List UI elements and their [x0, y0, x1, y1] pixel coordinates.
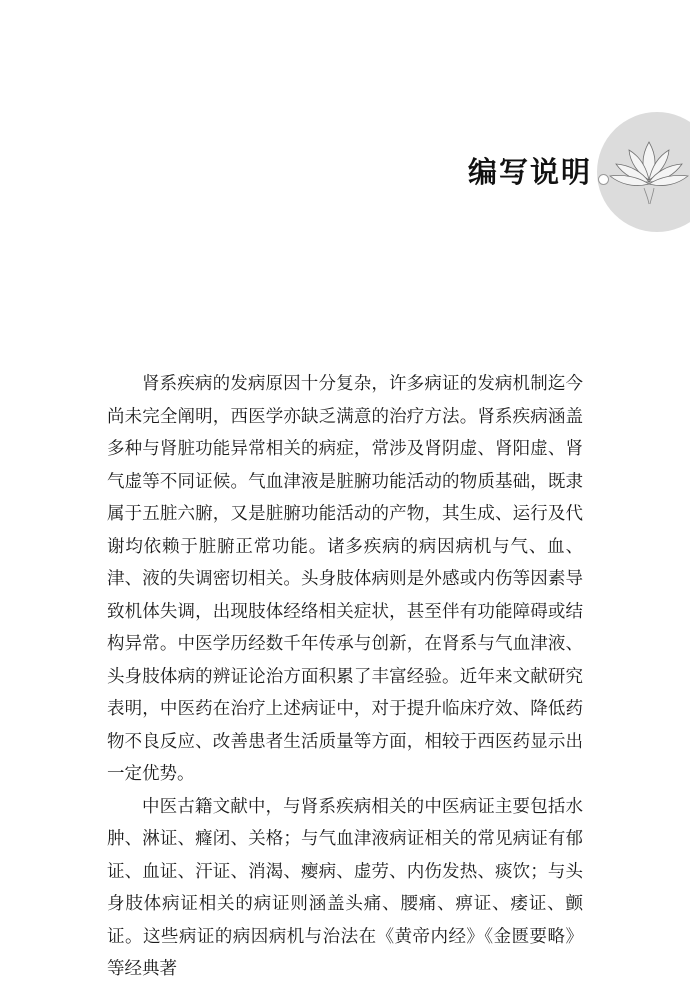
page-title: 编写说明: [468, 155, 593, 189]
paragraph-2: 中医古籍文献中，与肾系疾病相关的中医病证主要包括水肿、淋证、癃闭、关格；与气血津液病证相关的常见病证有郁证、血证、汗证、消渴、瘿病、虚劳、内伤发热、痰饮；与头身肢体病证相关的病证则涵盖头痛、腰痛、痹证、痿证、颤证。这些病证的病因病机与治法在《黄帝内经》《金匮要略》等经典著: [107, 796, 583, 979]
paragraph-1: 肾系疾病的发病原因十分复杂，许多病证的发病机制迄今尚未完全阐明，西医学亦缺乏满意的治疗方法。肾系疾病涵盖多种与肾脏功能异常相关的病症，常涉及肾阴虚、肾阳虚、肾气虚等不同证候。气血津液是脏腑功能活动的物质基础，既隶属于五脏六腑，又是脏腑功能活动的产物，其生成、运行及代谢均依赖于脏腑正常功能。诸多疾病的病因病机与气、血、津、液的失调密切相关。头身肢体病则是外感或内伤等因素导致机体失调，出现肢体经络相关症状，甚至伴有功能障碍或结构异常。中医学历经数千年传承与创新，在肾系与气血津液、头身肢体病的辨证论治方面积累了丰富经验。近年来文献研究表明，中医药在治疗上述病证中，对于提升临床疗效、降低药物不良反应、改善患者生活质量等方面，相较于西医药显示出一定优势。: [107, 374, 583, 784]
body-text: [107, 368, 583, 986]
title-bullet-dot: [598, 174, 609, 185]
lotus-icon: [608, 132, 690, 212]
